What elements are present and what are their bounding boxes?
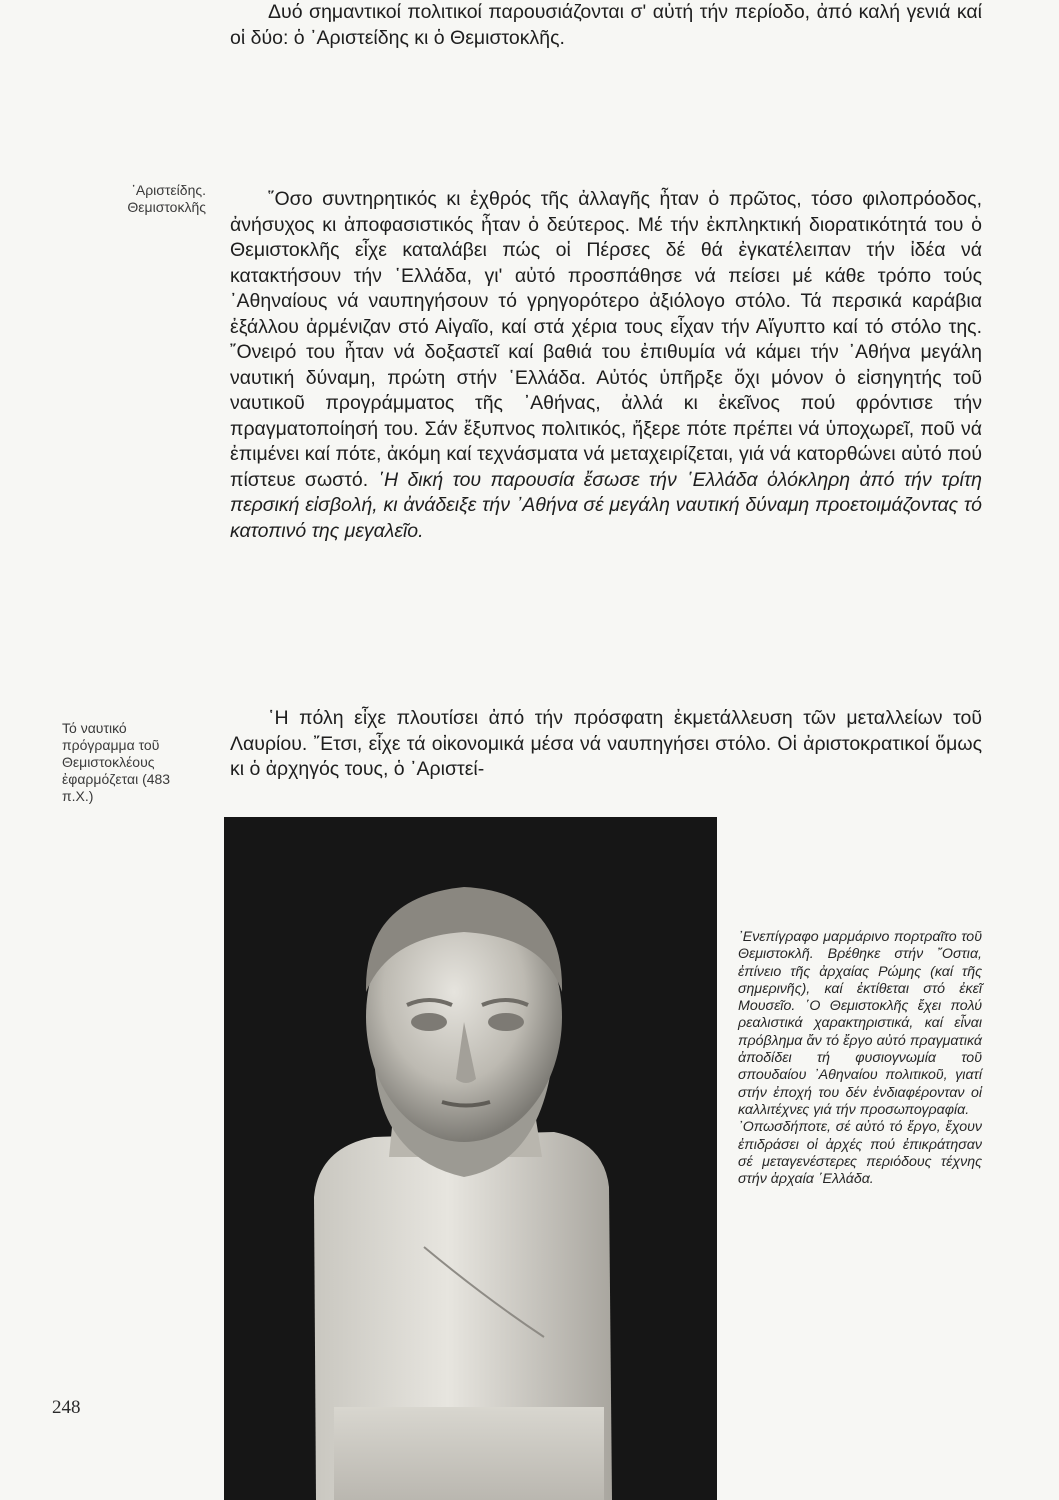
caption-part-1: ᾿Ενεπίγραφο μαρμάρινο πορτραῖτο τοῦ Θεμιστοκλῆ. Βρέθηκε στήν ῎Οστια, ἐπίνειο τῆς ἀρχαίας Ρώμης (καί τῆς σημερινῆς), καί ἐκτίθεται στό ἐκεῖ Μουσεῖο. ῾Ο Θεμιστοκλῆς ἔχει πολύ ρεαλιστικά χαρακτηριστικά, καί εἶναι πρόβλημα ἄν τό ἔργο αὐτό πραγματικά ἀποδίδει τή φυσιογνωμία τοῦ σπουδαίου ᾿Αθηναίου πολιτικοῦ, γιατί στήν ἐποχή του δέν ἐνδιαφέρονταν οἱ καλλιτέχνες γιά τήν προσωπογραφία. — [738, 929, 982, 1118]
margin-note-line: Θεμιστοκλέους — [62, 754, 155, 770]
margin-note-line: ἐφαρμόζεται (483 — [62, 771, 171, 787]
margin-note-line: π.Χ.) — [62, 788, 94, 804]
margin-note-line: ᾿Αριστείδης. — [131, 182, 206, 198]
margin-note-line: Θεμιστοκλῆς — [127, 199, 206, 215]
main-text-paragraph-3 — [230, 706, 982, 783]
paragraph-3: ῾Η πόλη εἶχε πλουτίσει ἀπό τήν πρόσφατη ἐκμετάλλευση τῶν μεταλλείων τοῦ Λαυρίου. ῎Ετσι, εἶχε τά οἰκονομικά μέσα νά ναυπηγήσει στόλο. Οἱ ἀριστοκρατικοί ὅμως κι ὁ ἀρχηγός τους, ὁ ᾿Αριστεί- — [230, 707, 982, 780]
paragraph-2-regular: ῞Οσο συντηρητικός κι ἐχθρός τῆς ἀλλαγῆς ἦταν ὁ πρῶτος, τόσο φιλοπρόοδος, ἀνήσυχος κι ἀποφασιστικός ἦταν ὁ δεύτερος. Μέ τήν ἐκπληκτική διορατικότητά του ὁ Θεμιστοκλῆς εἶχε καταλάβει πώς οἱ Πέρσες δέ θά ἐγκατέλειπαν τήν ἰδέα νά κατακτήσουν τήν ῾Ελλάδα, γι' αὐτό προσπάθησε νά πείσει μέ κάθε τρόπο τούς ᾿Αθηναίους νά ναυπηγήσουν τό γρηγορότερο ἀξιόλογο στόλο. Τά περσικά καράβια ἐξάλλου ἀρμένιζαν στό Αἰγαῖο, καί στά χέρια τους εἶχαν τήν Αἴγυπτο καί τό στόλο της. ῎Ονειρό του ἦταν νά δοξαστεῖ καί βαθιά του ἐπιθυμία νά κάμει τήν ᾿Αθήνα μεγάλη ναυτική δύναμη, πρώτη στήν ῾Ελλάδα. Αὐτός ὑπῆρξε ὄχι μόνον ὁ εἰσηγητής τοῦ ναυτικοῦ προγράμματος τῆς ᾿Αθήνας, ἀλλά κι ἐκεῖνος πού φρόντισε τήν πραγματοποίησή του. Σάν ἔξυπνος πολιτικός, ἤξερε πότε πρέπει νά ὑποχωρεῖ, ποῦ νά ἐπιμένει καί πότε, ἀκόμη καί τεχνάσματα νά μεταχειρίζεται, γιά νά κατορθώνει αὐτό πού πίστευε σωστό. — [230, 188, 982, 491]
margin-note-naval-program — [62, 720, 202, 805]
photo-caption — [738, 929, 982, 1188]
margin-note-line: πρόγραμμα τοῦ — [62, 737, 160, 753]
paragraph-1: Δυό σημαντικοί πολιτικοί παρουσιάζονται σ' αὐτή τήν περίοδο, ἀπό καλή γενιά καί οἱ δύο: ὁ ᾿Αριστείδης κι ὁ Θεμιστοκλῆς. — [230, 1, 982, 49]
main-text-paragraph-2 — [230, 187, 982, 544]
paragraph-2 — [230, 187, 982, 544]
paragraph-2-italic: ῾Η δική του παρουσία ἔσωσε τήν ῾Ελλάδα ὁλόκληρη ἀπό τήν τρίτη περσική εἰσβολή, κι ἀνάδειξε τήν ᾿Αθήνα σέ μεγάλη ναυτική δύναμη προετοιμάζοντας τό κατοπινό της μεγαλεῖο. — [230, 468, 982, 542]
margin-note-line: Τό ναυτικό — [62, 720, 127, 736]
caption-part-2: ᾿Οπωσδήποτε, σέ αὐτό τό ἔργο, ἔχουν ἐπιδράσει οἱ ἀρχές πού ἐπικράτησαν σέ μεταγενέστερες περιόδους τέχνης στήν ἀρχαία ῾Ελλάδα. — [738, 1119, 982, 1188]
page-number: 248 — [52, 1397, 81, 1418]
margin-note-aristeidis — [38, 182, 206, 216]
bust-photograph — [224, 817, 717, 1500]
themistocles-bust-image — [224, 817, 717, 1500]
